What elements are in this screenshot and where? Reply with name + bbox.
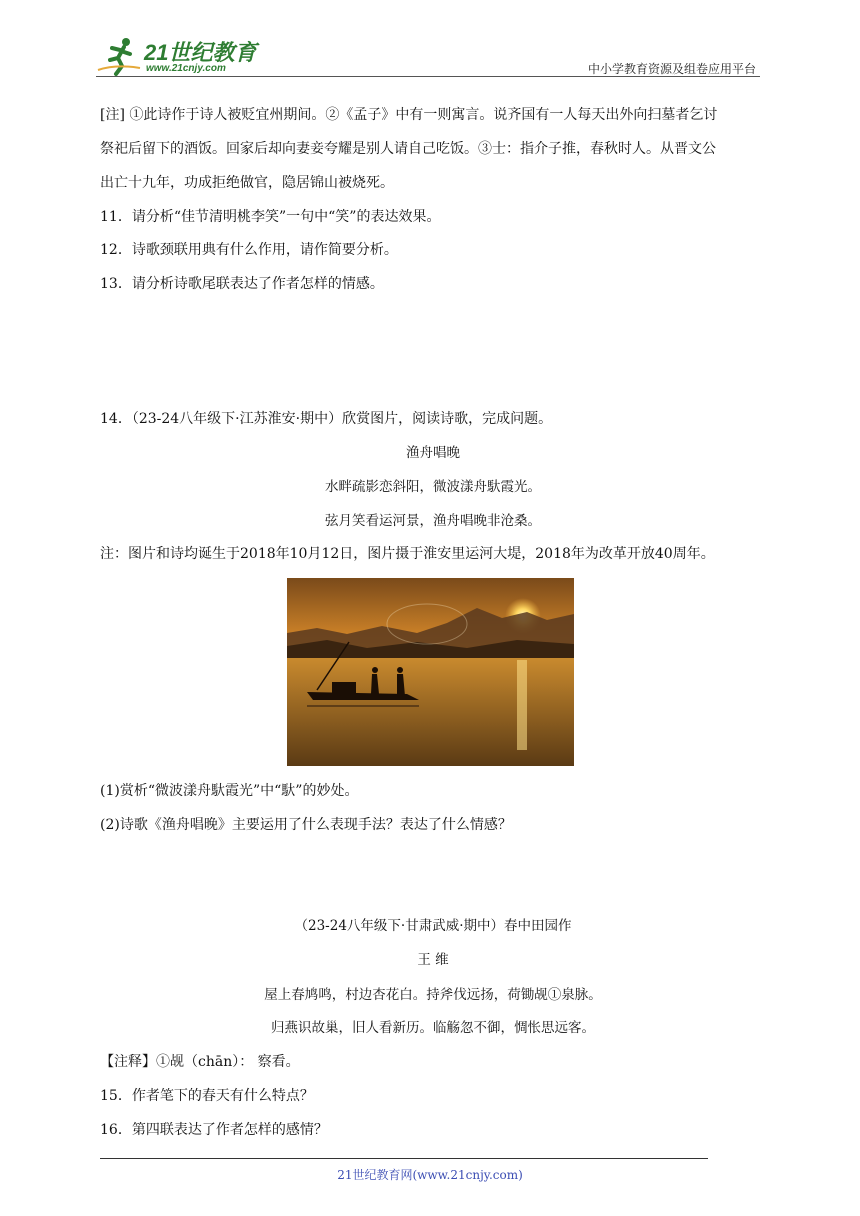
poem2-author: 王 维 bbox=[417, 952, 449, 968]
note-line-3: 出亡十九年，功成拒绝做官，隐居锦山被烧死。 bbox=[100, 175, 394, 191]
question-13: 13．请分析诗歌尾联表达了作者怎样的情感。 bbox=[100, 276, 384, 292]
question-15: 15．作者笔下的春天有什么特点？ bbox=[100, 1088, 314, 1104]
question-14: 14．（23-24八年级下·江苏淮安·期中）欣赏图片，阅读诗歌，完成问题。 bbox=[100, 411, 553, 427]
platform-name: 中小学教育资源及组卷应用平台 bbox=[587, 62, 756, 76]
annotation: 【注释】①觇（chān）： 察看。 bbox=[100, 1054, 300, 1070]
question-12: 12．诗歌颈联用典有什么作用，请作简要分析。 bbox=[100, 242, 398, 258]
footer-link[interactable]: 21世纪教育网(www.21cnjy.com) bbox=[337, 1168, 523, 1182]
poem-title: 渔舟唱晚 bbox=[406, 445, 460, 461]
question-11: 11．请分析“佳节清明桃李笑”一句中“笑”的表达效果。 bbox=[100, 209, 441, 225]
question-16: 16．第四联表达了作者怎样的感情？ bbox=[100, 1122, 328, 1138]
site-logo[interactable] bbox=[96, 36, 266, 76]
poem2-line-2: 归燕识故巢，旧人看新历。临觞忽不御，惆怅思远客。 bbox=[271, 1020, 595, 1036]
poem-line-2: 弦月笑看运河景，渔舟唱晚非沧桑。 bbox=[325, 513, 541, 529]
poem-line-1: 水畔疏影恋斜阳，微波漾舟馱霞光。 bbox=[325, 479, 541, 495]
question-14-1: (1)赏析“微波漾舟馱霞光”中“馱”的妙处。 bbox=[100, 783, 359, 799]
logo-url: www.21cnjy.com bbox=[146, 63, 226, 74]
footer-divider bbox=[100, 1158, 708, 1159]
question-14-2: (2)诗歌《渔舟唱晚》主要运用了什么表现手法？表达了什么情感？ bbox=[100, 817, 512, 833]
note-14: 注：图片和诗均诞生于2018年10月12日，图片摄于淮安里运河大堤，2018年为改革开放40周年。 bbox=[100, 546, 715, 562]
header-divider bbox=[96, 76, 760, 77]
note-line-2: 祭祀后留下的酒饭。回家后却向妻妾夸耀是别人请自己吃饭。③士：指介子推，春秋时人。从晋文公 bbox=[100, 141, 716, 157]
poem2-line-1: 屋上春鸠鸣，村边杏花白。持斧伐远扬，荷锄觇①泉脉。 bbox=[264, 987, 602, 1003]
page-header bbox=[96, 34, 760, 78]
logo-text: 21世纪教育 bbox=[144, 40, 257, 65]
runner-icon bbox=[96, 36, 144, 76]
sunset-fishing-photo bbox=[287, 578, 574, 766]
note-line-1: [注] ①此诗作于诗人被贬宜州期间。②《孟子》中有一则寓言。说齐国有一人每天出外向扫墓者乞讨 bbox=[100, 107, 718, 123]
poem2-title: （23-24八年级下·甘肃武威·期中）春中田园作 bbox=[294, 918, 572, 934]
